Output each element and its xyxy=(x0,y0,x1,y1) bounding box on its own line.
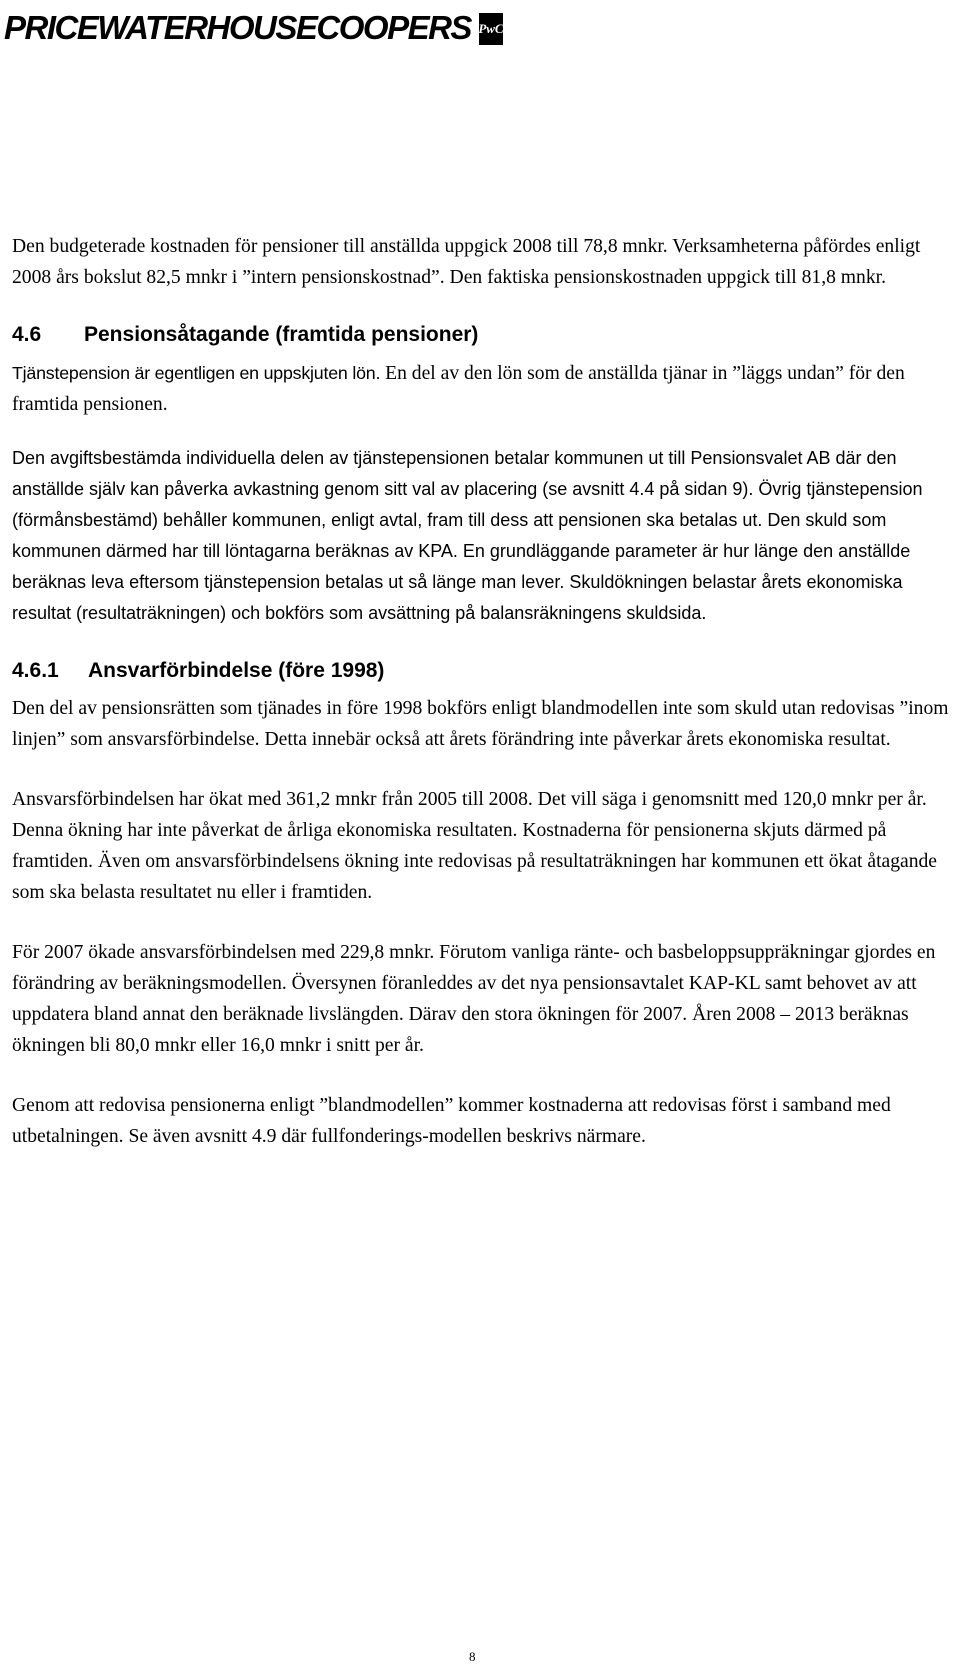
logo-mark-icon: PwC xyxy=(479,13,503,45)
logo-wordmark: PRICEWATERHOUSECOOPERS xyxy=(4,9,471,46)
paragraph-tjanstepension xyxy=(12,358,952,420)
paragraph-lead-sentence: Tjänstepension är egentligen en uppskjuten lön. xyxy=(12,363,381,383)
section-number: 4.6 xyxy=(12,323,42,346)
section-title: Ansvarförbindelse (före 1998) xyxy=(88,659,385,682)
section-heading-4-6-1 xyxy=(12,655,952,686)
section-title: Pensionsåtagande (framtida pensioner) xyxy=(84,323,479,346)
page-number: 8 xyxy=(469,1649,476,1664)
paragraph-pensionsratten: Den del av pensionsrätten som tjänades in före 1998 bokförs enligt blandmodellen inte som skuld utan redovisas ”inom linjen” som ansvarsförbindelse. Detta innebär också att årets förändring inte påverkar årets ekonomiska resultat. xyxy=(12,698,949,750)
paragraph-blandmodellen: Genom att redovisa pensionerna enligt ”blandmodellen” kommer kostnaderna att redovisas först i samband med utbetalningen. Se även avsnitt 4.9 där fullfonderings-modellen beskrivs närmare. xyxy=(12,1095,891,1147)
paragraph-2007: För 2007 ökade ansvarsförbindelsen med 229,8 mnkr. Förutom vanliga ränte- och basbeloppsuppräkningar gjordes en förändring av beräkningsmodellen. Översynen föranleddes av det nya pensionsavtalet KAP-KL samt behovet av att uppdatera bland annat den beräknade livslängden. Därav den stora ökningen för 2007. Åren 2008 – 2013 beräknas ökningen bli 80,0 mnkr eller 16,0 mnkr i snitt per år. xyxy=(12,942,936,1056)
pwc-logo xyxy=(4,6,503,50)
document-body xyxy=(12,231,952,1152)
paragraph-budget: Den budgeterade kostnaden för pensioner till anställda uppgick 2008 till 78,8 mnkr. Verksamheterna påfördes enligt 2008 års bokslut 82,5 mnkr i ”intern pensionskostnad”. Den faktiska pensionskostnaden uppgick till 81,8 mnkr. xyxy=(12,236,921,288)
paragraph-continuation: En del av den lön som de anställda tjänar in ”läggs undan” för den framtida pensionen. xyxy=(12,363,905,415)
section-heading-4-6 xyxy=(12,319,952,350)
paragraph-ansvarsforbindelsen: Ansvarsförbindelsen har ökat med 361,2 mnkr från 2005 till 2008. Det vill säga i genomsnitt med 120,0 mnkr per år. Denna ökning har inte påverkat de årliga ekonomiska resultaten. Kostnaderna för pensionerna skjuts därmed på framtiden. Även om ansvarsförbindelsens ökning inte redovisas på resultaträkningen har kommunen ett ökat åtagande som ska belasta resultatet nu eller i framtiden. xyxy=(12,789,937,903)
paragraph-avgiftsbestamda: Den avgiftsbestämda individuella delen av tjänstepensionen betalar kommunen ut till Pensionsvalet AB där den anställde själv kan påverka avkastning genom sitt val av placering (se avsnitt 4.4 på sidan 9). Övrig tjänstepension (förmånsbestämd) behåller kommunen, enligt avtal, fram till dess att pensionen ska betalas ut. Den skuld som kommunen därmed har till löntagarna beräknas av KPA. En grundläggande parameter är hur länge den anställde beräknas leva eftersom tjänstepension betalas ut så länge man lever. Skuldökningen belastar årets ekonomiska resultat (resultaträkningen) och bokförs som avsättning på balansräkningens skuldsida. xyxy=(12,448,923,623)
section-number: 4.6.1 xyxy=(12,659,59,682)
